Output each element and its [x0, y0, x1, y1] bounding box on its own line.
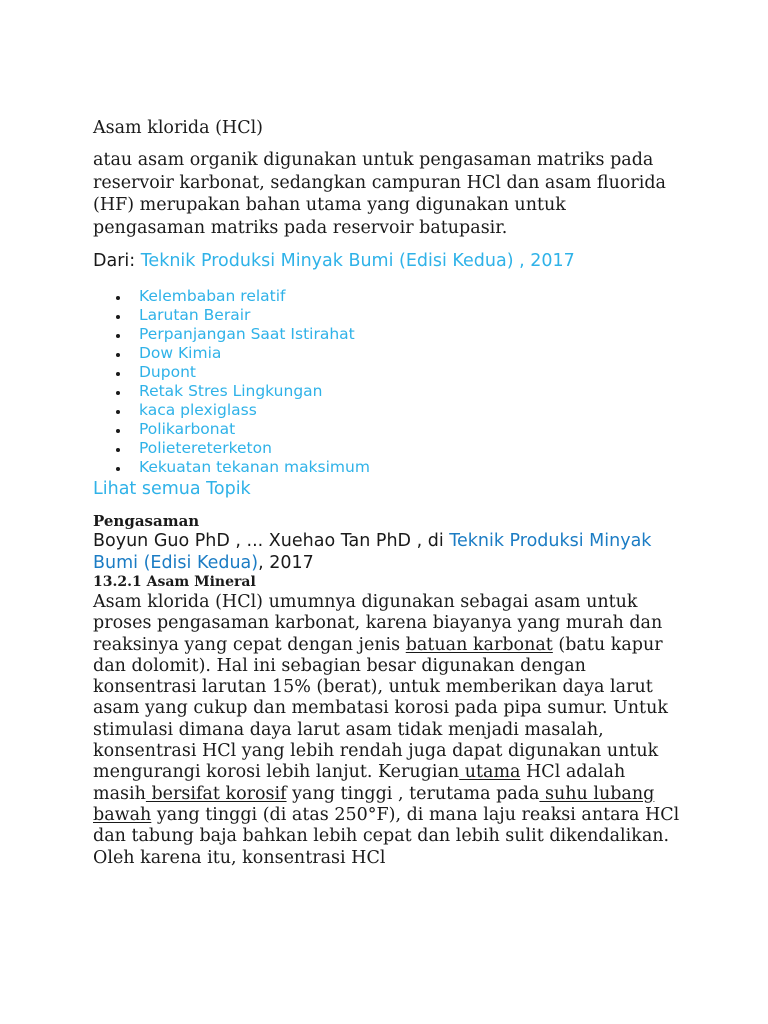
topic-link[interactable]: Kekuatan tekanan maksimum: [139, 458, 370, 476]
list-item: [139, 401, 683, 420]
topic-link[interactable]: Kelembaban relatif: [139, 287, 286, 305]
topic-link[interactable]: Larutan Berair: [139, 306, 251, 324]
topic-link[interactable]: Dow Kimia: [139, 344, 222, 362]
topic-heading: Asam klorida (HCl): [93, 118, 264, 138]
body-text-5: yang tinggi (di atas 250°F), di mana laju reaksi antara HCl dan tabung baja bahkan lebih cepat dan lebih sulit dikendalikan. Oleh karena itu, konsentrasi HCl: [93, 804, 680, 868]
body-text-3: HCl adalah masih: [93, 762, 626, 804]
subsection-title: 13.2.1 Asam Mineral: [93, 574, 256, 590]
source-prefix: Dari:: [93, 251, 141, 271]
authors-line: [93, 531, 683, 574]
list-item: [139, 439, 683, 458]
article-content: [93, 117, 683, 869]
list-item: [139, 363, 683, 382]
term-link-batuan-karbonat[interactable]: batuan karbonat: [405, 634, 553, 655]
topic-link[interactable]: Polikarbonat: [139, 420, 236, 438]
body-text-4: yang tinggi , terutama pada: [286, 783, 540, 804]
section-title: Pengasaman: [93, 512, 200, 530]
topic-link[interactable]: Perpanjangan Saat Istirahat: [139, 325, 355, 343]
term-link-suhu-lubang-bawah[interactable]: suhu lubang bawah: [93, 783, 655, 825]
see-all-topics-link[interactable]: Lihat semua Topik: [93, 479, 251, 499]
book-link[interactable]: Teknik Produksi Minyak Bumi (Edisi Kedua): [93, 531, 652, 573]
topic-link[interactable]: Dupont: [139, 363, 196, 381]
term-link-utama[interactable]: utama: [459, 762, 521, 783]
year-text: , 2017: [258, 552, 314, 573]
topic-intro: atau asam organik digunakan untuk pengasaman matriks pada reservoir karbonat, sedangkan campuran HCl dan asam fluorida (HF) merupakan bahan utama yang digunakan untuk pengasaman matriks pada reservoir batupasir.: [93, 150, 666, 238]
list-item: [139, 287, 683, 306]
list-item: [139, 382, 683, 401]
related-topics-list: [93, 287, 683, 477]
list-item: [139, 420, 683, 439]
body-text-2: (batu kapur dan dolomit). Hal ini sebagian besar digunakan dengan konsentrasi larutan 15% (berat), untuk memberikan daya larut asam yang cukup dan membatasi korosi pada pipa sumur. Untuk stimulasi dimana daya larut asam tidak menjadi masalah, konsentrasi HCl yang lebih rendah juga dapat digunakan untuk mengurangi korosi lebih lanjut. Kerugian: [93, 634, 668, 783]
list-item: [139, 306, 683, 325]
body-paragraph: [93, 592, 683, 869]
topic-link[interactable]: Polietereterketon: [139, 439, 272, 457]
list-item: [139, 458, 683, 477]
authors-text: Boyun Guo PhD , ... Xuehao Tan PhD , di: [93, 531, 450, 551]
list-item: [139, 344, 683, 363]
topic-link[interactable]: Retak Stres Lingkungan: [139, 382, 323, 400]
source-line: [93, 249, 683, 273]
list-item: [139, 325, 683, 344]
source-book-link[interactable]: Teknik Produksi Minyak Bumi (Edisi Kedua) , 2017: [140, 251, 575, 271]
topic-link[interactable]: kaca plexiglass: [139, 401, 257, 419]
term-link-bersifat-korosif[interactable]: bersifat korosif: [145, 783, 287, 804]
body-text-1: Asam klorida (HCl) umumnya digunakan sebagai asam untuk proses pengasaman karbonat, karena biayanya yang murah dan reaksinya yang cepat dengan jenis: [93, 592, 663, 655]
